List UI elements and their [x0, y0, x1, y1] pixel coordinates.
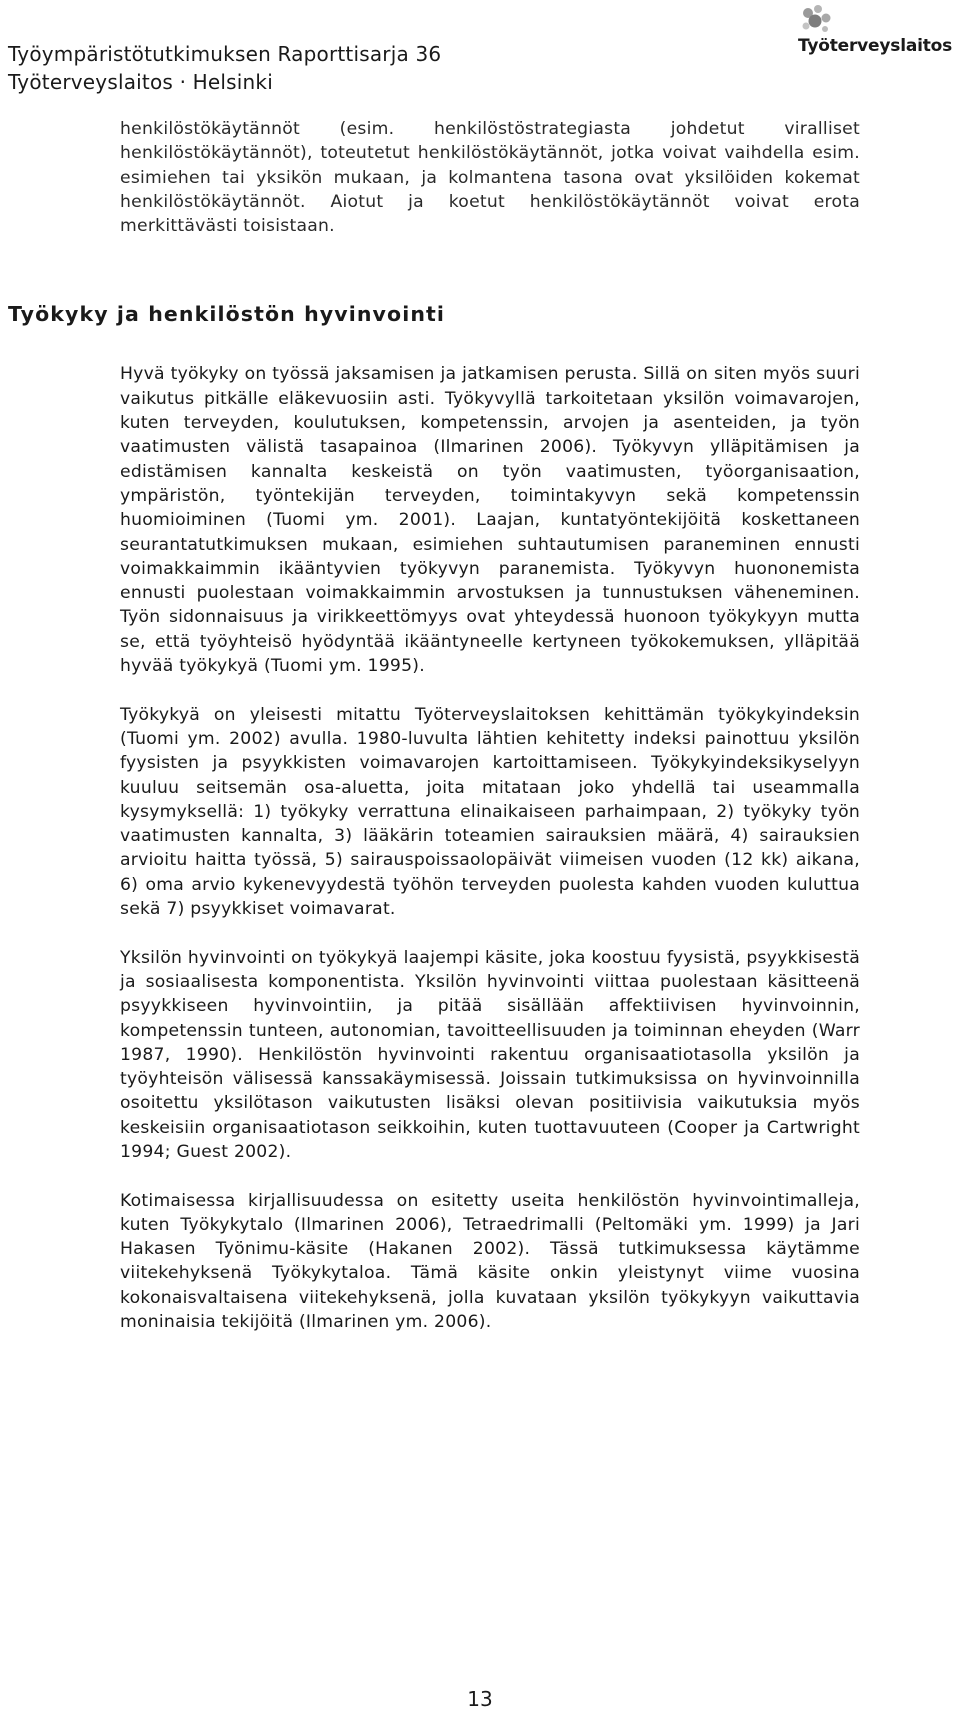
logo-mark-icon	[798, 4, 838, 36]
page-content	[8, 117, 860, 1334]
institute-logo	[798, 4, 953, 64]
paragraph-work-ability-index: Työkykyä on yleisesti mitattu Työterveyslaitoksen kehittämän työkykyindeksin (Tuomi ym. 2002) avulla. 1980-luvulta lähtien kehitetty indeksi painottuu yksilön fyysisten ja psyykkisten voimavarojen kartoittamiseen. Työkykyindeksikyselyyn kuuluu seitsemän osa-aluetta, joita mitataan joko yhdellä tai useammalla kysymyksellä: 1) työkyky verrattuna elinaikaiseen parhaimpaan, 2) työkyky työn vaatimusten kannalta, 3) lääkärin toteamien sairauksien määrä, 4) sairauksien arvioitu haitta työssä, 5) sairauspoissaolopäivät viimeisen vuoden (12 kk) aikana, 6) oma arvio kykenevyydestä työhön terveyden puolesta kahden vuoden kuluttua sekä 7) psyykkiset voimavarat.	[120, 704, 860, 920]
series-info	[8, 40, 441, 96]
page-number: 13	[467, 1687, 493, 1711]
series-title: Työympäristötutkimuksen Raporttisarja 36	[8, 42, 442, 66]
section-heading: Työkyky ja henkilöstön hyvinvointi	[8, 302, 446, 327]
page-header	[8, 36, 953, 100]
paragraph-wellbeing-models: Kotimaisessa kirjallisuudessa on esitetty useita henkilöstön hyvinvointimalleja, kuten Työkykytalo (Ilmarinen 2006), Tetraedrimalli (Peltomäki ym. 1999) ja Jari Hakasen Työnimu-käsite (Hakanen 2002). Tässä tutkimuksessa käytämme viitekehyksenä Työkykytaloa. Tämä käsite onkin yleistynyt viime vuosina kokonaisvaltaisena viitekehyksenä, jolla kuvataan yksilön työkykyyn vaikuttavia moninaisia tekijöitä (Ilmarinen ym. 2006).	[120, 1190, 860, 1333]
paragraph-continuation: henkilöstökäytännöt (esim. henkilöstöstrategiasta johdetut viralliset henkilöstökäytännöt), toteutetut henkilöstökäytännöt, jotka voivat vaihdella esim. esimiehen tai yksikön mukaan, ja kolmantena tasona ovat yksilöiden kokemat henkilöstökäytännöt. Aiotut ja koetut henkilöstökäytännöt voivat erota merkittävästi toisistaan.	[120, 119, 860, 237]
logo-text: Työterveyslaitos	[798, 36, 953, 56]
publisher-line: Työterveyslaitos · Helsinki	[8, 70, 273, 94]
paragraph-work-ability: Hyvä työkyky on työssä jaksamisen ja jatkamisen perusta. Sillä on siten myös suuri vaikutus pitkälle eläkevuosiin asti. Työkyvyllä tarkoitetaan yksilön voimavarojen, kuten terveyden, koulutuksen, kompetenssin, arvojen ja asenteiden, ja työn vaatimusten välistä tasapainoa (Ilmarinen 2006). Työkyvyn ylläpitämisen ja edistämisen kannalta keskeistä on työn vaatimusten, työorganisaation, ympäristön, työntekijän terveyden, toimintakyvyn sekä kompetenssin huomioiminen (Tuomi ym. 2001). Laajan, kuntatyöntekijöitä koskettaneen seurantatutkimuksen mukaan, esimiehen suhtautumisen paraneminen ennusti voimakkaimmin ikääntyvien työkyvyn paranemista. Työkyvyn huononemista ennusti puolestaan voimakkaimmin arvostuksen ja tunnustuksen väheneminen. Työn sidonnaisuus ja virikkeettömyys ovat yhteydessä huonoon työkykyyn mutta se, että työyhteisö hyödyntää ikääntyneelle kertyneen työkokemuksen, ylläpitää hyvää työkykyä (Tuomi ym. 1995).	[120, 364, 860, 677]
paragraph-wellbeing: Yksilön hyvinvointi on työkykyä laajempi käsite, joka koostuu fyysistä, psyykkisestä ja sosiaalisesta komponentista. Yksilön hyvinvointi viittaa puolestaan käsitteenä psyykkiseen hyvinvointiin, ja pitää sisällään affektiivisen hyvinvoinnin, kompetenssin tunteen, autonomian, tavoitteellisuuden ja toiminnan eheyden (Warr 1987, 1990). Henkilöstön hyvinvointi rakentuu organisaatiotasolla yksilön ja työyhteisön välisessä kanssakäymisessä. Joissain tutkimuksissa on hyvinvoinnilla osoitettu yksilötason vaikutusten lisäksi olevan positiivisia vaikutuksia myös keskeisiin organisaatiotason seikkoihin, kuten tuottavuuteen (Cooper ja Cartwright 1994; Guest 2002).	[120, 947, 860, 1162]
